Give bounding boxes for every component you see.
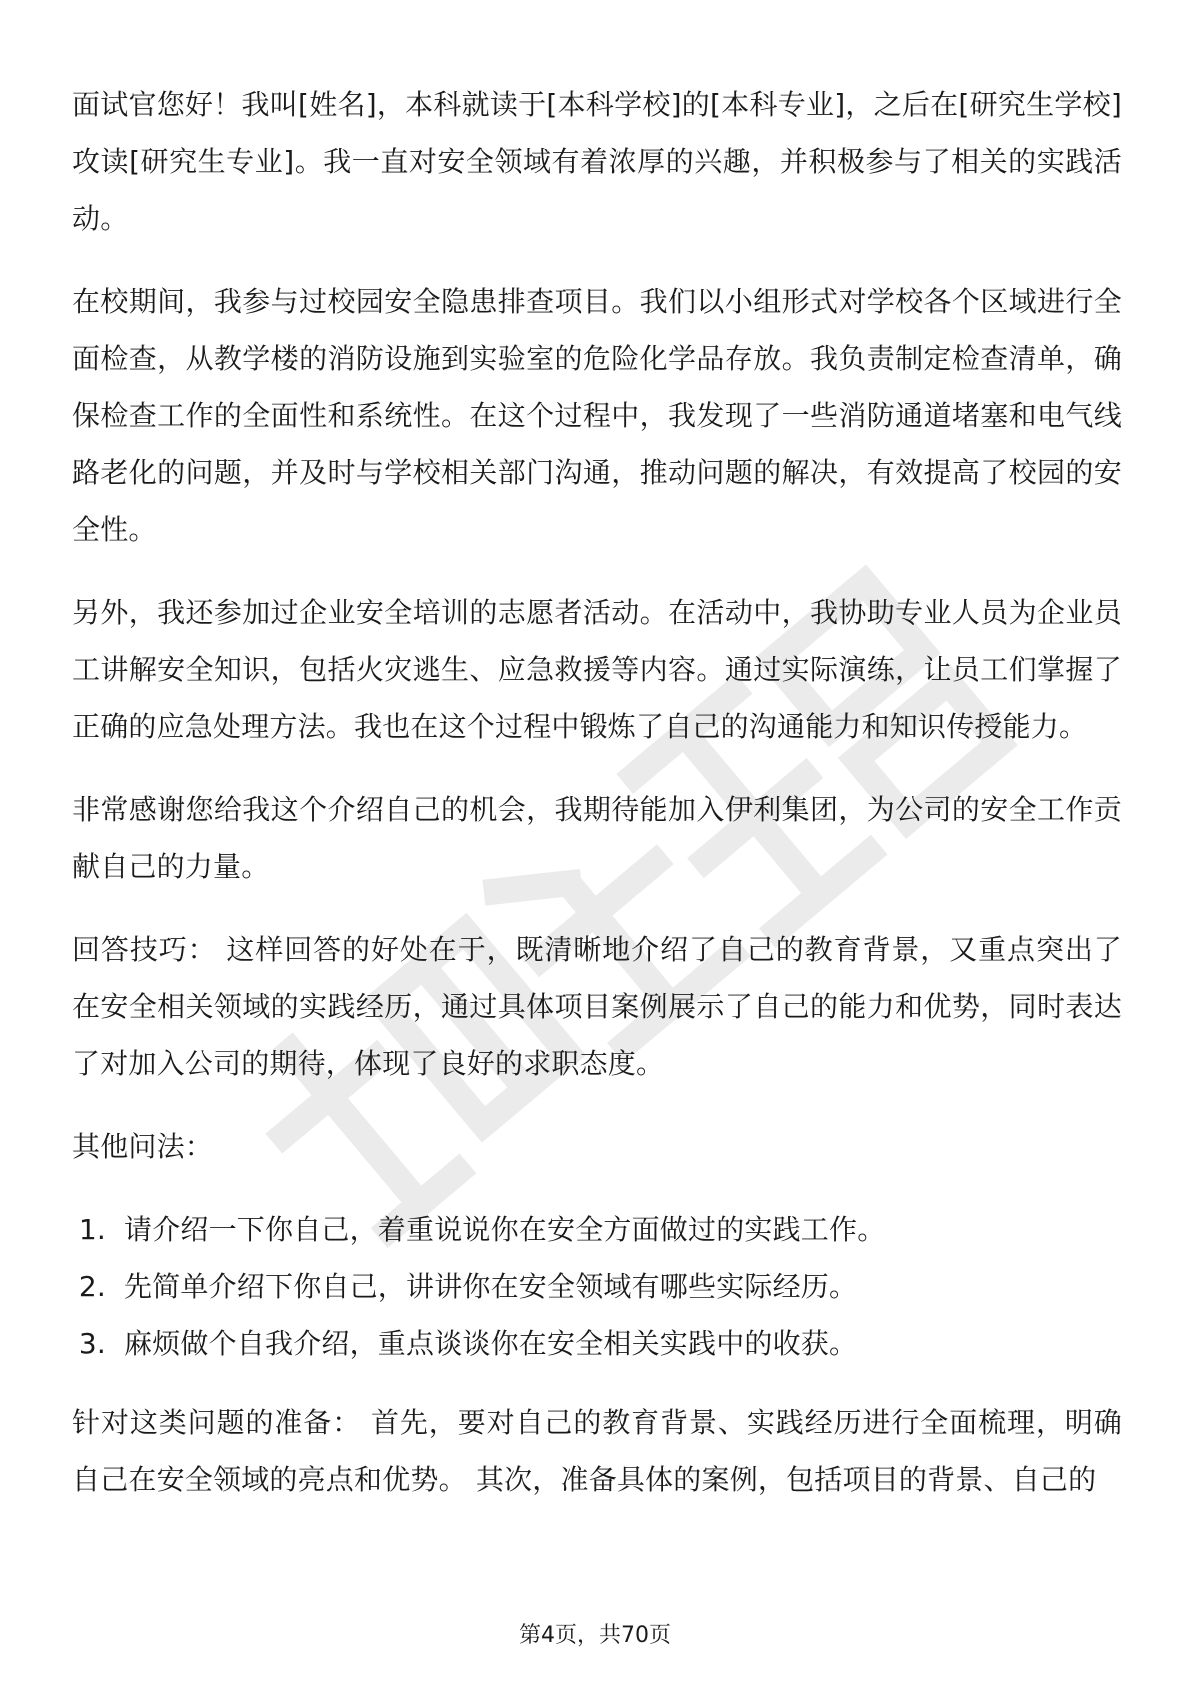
page-footer: 第4页，共70页 xyxy=(519,1623,671,1648)
paragraph-thanks: 非常感谢您给我这个介绍自己的机会，我期待能加入伊利集团，为公司的安全工作贡献自己的力量。 xyxy=(72,793,1122,883)
list-item xyxy=(72,1258,1122,1315)
paragraph-campus-project: 在校期间，我参与过校园安全隐患排查项目。我们以小组形式对学校各个区域进行全面检查，从教学楼的消防设施到实验室的危险化学品存放。我负责制定检查清单，确保检查工作的全面性和系统性。在这个过程中，我发现了一些消防通道堵塞和电气线路老化的问题，并及时与学校相关部门沟通，推动问题的解决，有效提高了校园的安全性。 xyxy=(72,285,1122,546)
paragraph-preparation: 针对这类问题的准备： 首先，要对自己的教育背景、实践经历进行全面梳理，明确自己在安全领域的亮点和优势。 其次，准备具体的案例，包括项目的背景、自己的 xyxy=(72,1406,1122,1496)
other-questions-list xyxy=(72,1201,1122,1372)
list-item-text: 请介绍一下你自己，着重说说你在安全方面做过的实践工作。 xyxy=(124,1213,886,1246)
list-item-number: 1. xyxy=(78,1213,106,1246)
paragraph-answer-tips: 回答技巧： 这样回答的好处在于，既清晰地介绍了自己的教育背景，又重点突出了在安全相关领域的实践经历，通过具体项目案例展示了自己的能力和优势，同时表达了对加入公司的期待，体现了良好的求职态度。 xyxy=(72,933,1122,1080)
list-item-text: 先简单介绍下你自己，讲讲你在安全领域有哪些实际经历。 xyxy=(124,1270,858,1303)
list-item-number: 3. xyxy=(78,1327,106,1360)
list-item-number: 2. xyxy=(78,1270,106,1303)
list-item xyxy=(72,1315,1122,1372)
document-body xyxy=(72,76,1122,1534)
list-item xyxy=(72,1201,1122,1258)
paragraph-volunteer: 另外，我还参加过企业安全培训的志愿者活动。在活动中，我协助专业人员为企业员工讲解安全知识，包括火灾逃生、应急救援等内容。通过实际演练，让员工们掌握了正确的应急处理方法。我也在这个过程中锻炼了自己的沟通能力和知识传授能力。 xyxy=(72,596,1122,743)
list-item-text: 麻烦做个自我介绍，重点谈谈你在安全相关实践中的收获。 xyxy=(124,1327,858,1360)
paragraph-intro: 面试官您好！我叫[姓名]，本科就读于[本科学校]的[本科专业]，之后在[研究生学校]攻读[研究生专业]。我一直对安全领域有着浓厚的兴趣，并积极参与了相关的实践活动。 xyxy=(72,88,1122,235)
paragraph-other-questions-heading: 其他问法： xyxy=(72,1130,214,1163)
